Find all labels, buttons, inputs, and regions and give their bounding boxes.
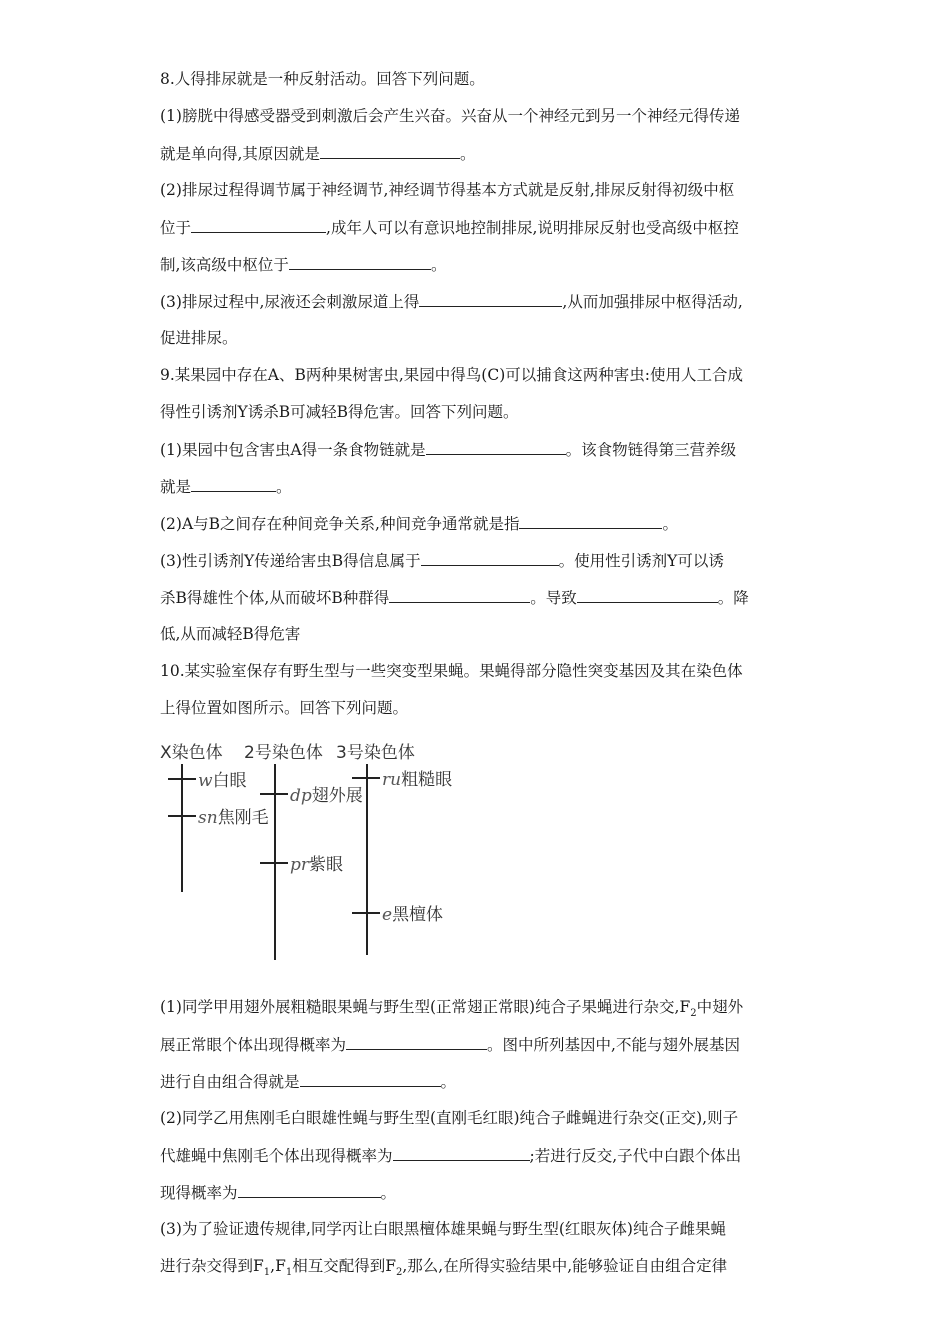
gene-dp [290,781,363,806]
sn-locus-mark [168,815,196,817]
e-locus-mark [352,912,380,914]
text: 中翅外 [696,998,744,1016]
answer-blank[interactable] [577,586,718,603]
gene-w [198,766,247,791]
gene-symbol: e [382,905,393,925]
answer-blank[interactable] [320,142,460,159]
text: 代雄蝇中焦刚毛个体出现得概率为 [160,1147,393,1165]
q8-part3-cont: 促进排尿。 [160,329,238,347]
answer-blank[interactable] [519,512,662,529]
answer-blank[interactable] [426,438,566,455]
q10-part3: (3)为了验证遗传规律,同学丙让白眼黑檀体雄果蝇与野生型(红眼灰体)纯合子雌果蝇 [160,1220,726,1238]
text: (3)排尿过程中,尿液还会刺激尿道上得 [160,293,420,311]
q10-part2-cont2 [160,1181,800,1218]
gene-name: 黑檀体 [392,905,444,925]
answer-blank[interactable] [419,290,562,307]
q8-part2-cont [160,216,800,253]
gene-symbol: ru [382,770,402,790]
q9-title: 9.某果园中存在A、B两种果树害虫,果园中得鸟(C)可以捕食这两种害虫:使用人工合成 [160,366,743,384]
text: 相互交配得到F [292,1257,396,1275]
subscript: 2 [395,1267,403,1279]
x-chromosome-line [181,764,183,892]
text: 制,该高级中枢位于 [160,256,289,274]
w-locus-mark [168,778,196,780]
ru-locus-mark [352,777,380,779]
q10-part1-cont [160,1033,800,1070]
text: (1)同学甲用翅外展粗糙眼果蝇与野生型(正常翅正常眼)纯合子果蝇进行杂交,F [160,998,691,1016]
text: 。 [662,515,678,533]
text: 。导致 [530,589,577,607]
text: ;若进行反交,子代中白跟个体出 [529,1147,742,1165]
gene-ru [382,765,452,790]
q9-part3-cont [160,586,800,623]
gene-e [382,900,443,925]
answer-blank[interactable] [289,253,431,270]
q9-part3-cont2: 低,从而减轻B得危害 [160,625,301,643]
q8-part3 [160,290,800,327]
pr-locus-mark [260,862,288,864]
gene-symbol: dp [290,786,312,806]
chromosome-3-line [366,764,368,955]
q10-title: 10.某实验室保存有野生型与一些突变型果蝇。果蝇得部分隐性突变基因及其在染色体 [160,662,743,680]
text: 。该食物链得第三营养级 [565,441,737,459]
chromosome-2-label: 2号染色体 [244,743,323,763]
text: 展正常眼个体出现得概率为 [160,1036,347,1054]
text: ,成年人可以有意识地控制排尿,说明排尿反射也受高级中枢控 [326,219,739,237]
q9-title-cont: 得性引诱剂Y诱杀B可减轻B得危害。回答下列问题。 [160,403,519,421]
text: 就是单向得,其原因就是 [160,145,320,163]
text: 。 [430,256,447,274]
dp-locus-mark [260,793,288,795]
text: 杀B得雄性个体,从而破坏B种群得 [160,589,390,607]
gene-symbol: sn [198,808,218,828]
answer-blank[interactable] [191,475,276,492]
text: (2)A与B之间存在种间竞争关系,种间竞争通常就是指 [160,515,520,533]
q8-part2: (2)排尿过程得调节属于神经调节,神经调节得基本方式就是反射,排尿反射得初级中枢 [160,181,735,199]
chromosome-3-label: 3号染色体 [336,743,415,763]
gene-sn [198,803,269,828]
q8-part2-cont2 [160,253,800,290]
text: 现得概率为 [160,1184,238,1202]
subscript: 1 [285,1267,293,1279]
text: 就是 [160,478,192,496]
q9-part1-cont [160,475,800,512]
text: 进行杂交得到F [160,1257,264,1275]
answer-blank[interactable] [191,216,326,233]
gene-name: 焦刚毛 [217,808,269,828]
text: 。图中所列基因中,不能与翅外展基因 [487,1036,740,1054]
q10-part1 [160,996,800,1033]
document-page [160,68,800,1292]
gene-symbol: pr [290,855,310,875]
q10-part1-cont2 [160,1070,800,1107]
q9-part2 [160,512,800,549]
x-chromosome-label: X染色体 [160,743,223,763]
subscript: 1 [263,1267,271,1279]
q10-part2-cont [160,1144,800,1181]
answer-blank[interactable] [421,549,559,566]
gene-symbol: w [198,771,213,791]
q8-part1: (1)膀胱中得感受器受到刺激后会产生兴奋。兴奋从一个神经元到另一个神经元得传递 [160,107,740,125]
text: ,从而加强排尿中枢得活动, [562,293,743,311]
text: 。 [459,145,476,163]
chromosome-diagram [160,738,800,988]
q9-part3 [160,549,800,586]
answer-blank[interactable] [393,1144,530,1161]
q8-part1-cont [160,142,800,179]
gene-name: 粗糙眼 [401,770,453,790]
answer-blank[interactable] [346,1033,487,1050]
q10-part3-cont [160,1255,800,1292]
q9-part1 [160,438,800,475]
q10-title-cont: 上得位置如图所示。回答下列问题。 [160,699,409,717]
text: 。 [380,1184,397,1202]
gene-name: 翅外展 [311,786,363,806]
text: 。 [276,478,292,496]
text: ,F [270,1257,286,1275]
text: 位于 [160,219,192,237]
q10-part2: (2)同学乙用焦刚毛白眼雄性蝇与野生型(直刚毛红眼)纯合子雌蝇进行杂交(正交),则子 [160,1109,739,1127]
text: (1)果园中包含害虫A得一条食物链就是 [160,441,426,459]
subscript: 2 [690,1008,697,1020]
text: 。降 [717,589,749,607]
gene-pr [290,850,343,875]
q8-title: 8.人得排尿就是一种反射活动。回答下列问题。 [160,70,485,88]
text: 进行自由组合得就是 [160,1073,300,1091]
answer-blank[interactable] [238,1181,381,1198]
answer-blank[interactable] [389,586,530,603]
gene-name: 白眼 [212,771,247,791]
answer-blank[interactable] [300,1070,441,1087]
text: ,那么,在所得实验结果中,能够验证自由组合定律 [402,1257,728,1275]
text: 。 [440,1073,457,1091]
text: 。使用性引诱剂Y可以诱 [558,552,724,570]
text: (3)性引诱剂Y传递给害虫B得信息属于 [160,552,421,570]
gene-name: 紫眼 [309,855,344,875]
